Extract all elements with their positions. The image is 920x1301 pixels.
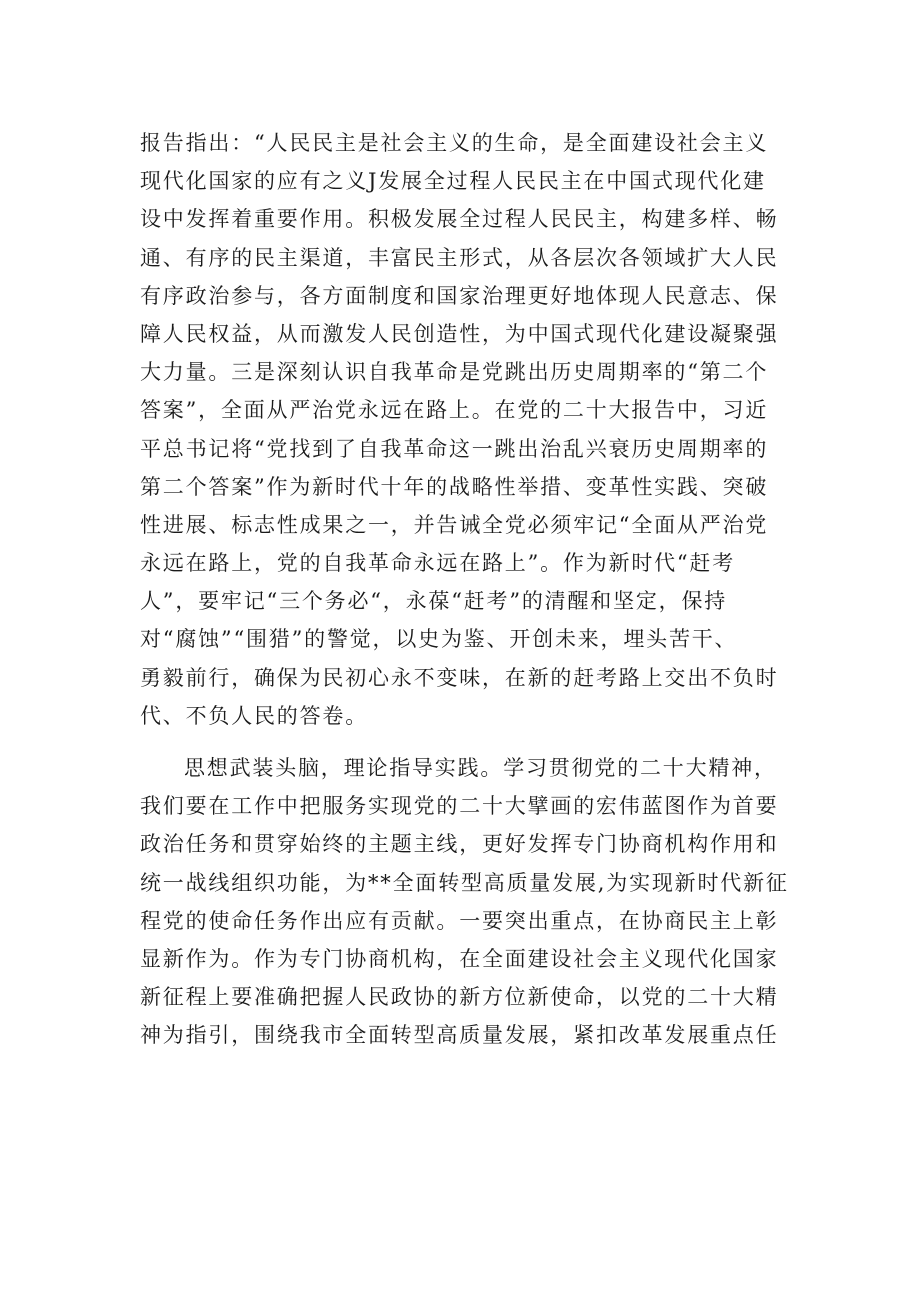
text-line: 设中发挥着重要作用。积极发展全过程人民民主，构建多样、畅 [140,207,779,232]
body-text [140,124,800,1055]
text-line: 报告指出：“人民民主是社会主义的生命，是全面建设社会主义 [140,131,769,155]
text-line: 障人民权益，从而激发人民创造性，为中国式现代化建设凝聚强 [140,321,779,346]
paragraph-1 [140,124,800,735]
text-line: 政治任务和贯穿始终的主题主线，更好发挥专门协商机构作用和 [140,832,779,857]
text-line: 大力量。三是深刻认识自我革命是党跳出历史周期率的“第二个 [140,360,769,385]
paragraph-gap [140,735,800,749]
text-line: 通、有序的民主渠道，丰富民主形式，从各层次各领域扩大人民 [140,245,779,270]
text-line: 代、不负人民的答卷。 [140,703,368,728]
text-line: 统一战线组织功能，为**全面转型高质量发展,为实现新时代新征 [140,870,789,895]
text-line: 显新作为。作为专门协商机构，在全面建设社会主义现代化国家 [140,946,779,971]
text-line: 勇毅前行，确保为民初心永不变味，在新的赶考路上交出不负时 [140,665,779,690]
text-line: 程党的使命任务作出应有贡献。一要突出重点，在协商民主上彰 [140,908,779,933]
text-line: 思想武装头脑，理论指导实践。学习贯彻党的二十大精神， [184,756,777,780]
text-line: 对“腐蚀”“围猎”的警觉，以史为鉴、开创未来，埋头苦干、 [140,627,738,652]
text-line: 新征程上要准确把握人民政协的新方位新使命，以党的二十大精 [140,985,779,1010]
text-line: 性进展、标志性成果之一，并告诫全党必须牢记“全面从严治党 [140,512,769,537]
text-line: 人”，要牢记“三个务必“，永葆“赶考”的清醒和坚定，保持 [140,589,728,614]
text-line: 我们要在工作中把服务实现党的二十大擘画的宏伟蓝图作为首要 [140,794,779,819]
text-line: 现代化国家的应有之义J发展全过程人民民主在中国式现代化建 [140,169,766,194]
text-line: 平总书记将“党找到了自我革命这一跳出治乱兴衰历史周期率的 [140,436,769,461]
paragraph-2 [140,749,800,1055]
text-line: 答案”，全面从严治党永远在路上。在党的二十大报告中，习近 [140,398,769,423]
text-line: 永远在路上，党的自我革命永远在路上”。作为新时代“赶考 [140,551,736,576]
text-line: 第二个答案”作为新时代十年的战略性举措、变革性实践、突破 [140,474,769,499]
text-line: 神为指引，围绕我市全面转型高质量发展，紧扣改革发展重点任 [140,1023,779,1048]
text-line: 有序政治参与，各方面制度和国家治理更好地体现人民意志、保 [140,283,779,308]
